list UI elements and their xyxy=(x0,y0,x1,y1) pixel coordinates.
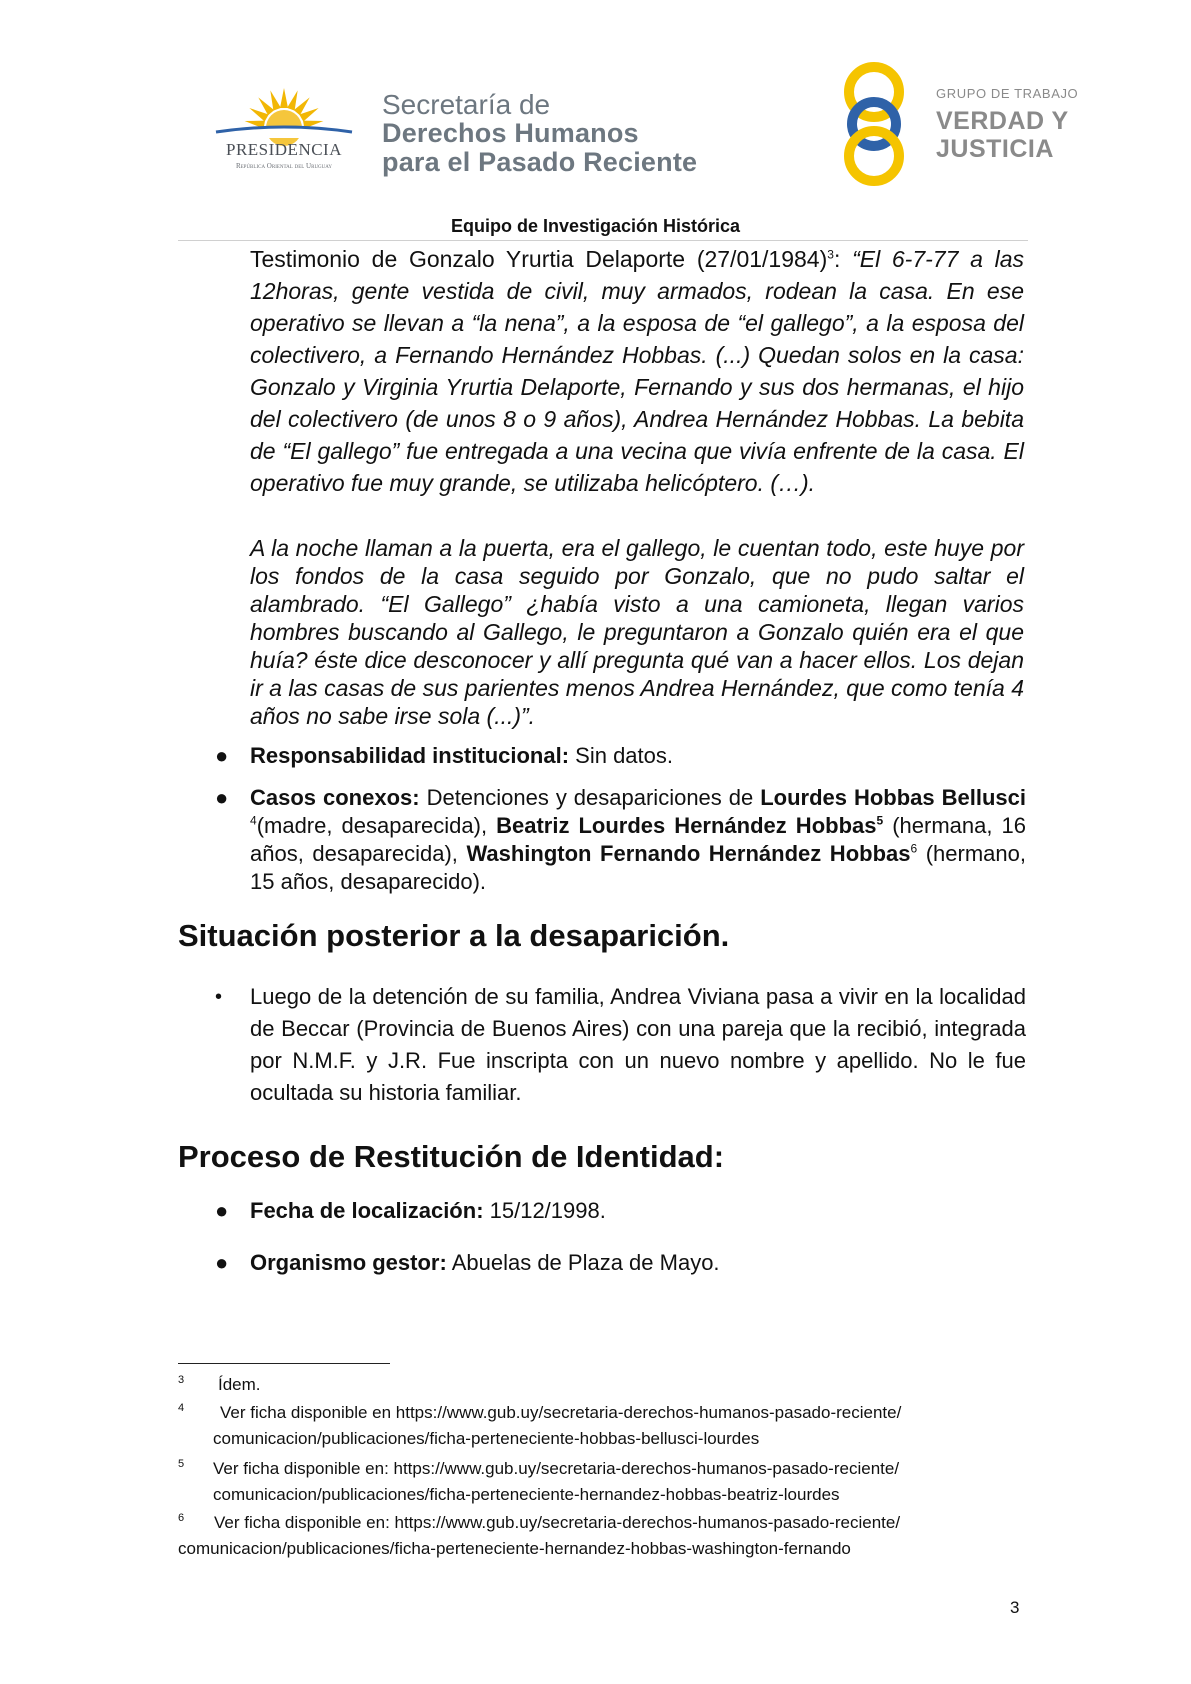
casos-label: Casos conexos: xyxy=(250,785,420,810)
footnote-number: 3 xyxy=(178,1374,185,1386)
header-divider xyxy=(178,240,1028,241)
testimony-colon: : xyxy=(833,246,853,272)
bullet-dot-icon: ● xyxy=(215,1198,229,1223)
footnote-3 xyxy=(178,1372,1058,1398)
casos-name-beatriz: Beatriz Lourdes Hernández Hobbas xyxy=(496,813,877,838)
testimony-paragraph-1 xyxy=(250,243,1024,499)
footnote-ref-5[interactable]: 5 xyxy=(876,813,884,828)
footnote-text-cont[interactable]: comunicacion/publicaciones/ficha-perteneciente-hobbas-bellusci-lourdes xyxy=(213,1429,760,1448)
gt-line-1: VERDAD Y xyxy=(936,107,1069,135)
footnote-ref-4[interactable]: 4 xyxy=(250,813,257,828)
verdad-justicia-logo xyxy=(826,60,922,188)
list-item-situacion xyxy=(215,981,1026,1109)
verdad-justicia-text xyxy=(936,86,1078,163)
bullet-dot-icon: ● xyxy=(215,785,229,810)
organismo-value: Abuelas de Plaza de Mayo. xyxy=(446,1250,720,1275)
team-heading: Equipo de Investigación Histórica xyxy=(450,216,741,236)
bullet-dot-icon: ● xyxy=(215,1250,229,1275)
sdh-line-2: Derechos Humanos xyxy=(382,118,639,148)
testimony-quote-1: “El 6-7-77 a las 12horas, gente vestida de civil, muy armados, rodean la casa. En ese operativo se llevan a “la nena”, a la esposa de “el gallego”, a la esposa del colectivero, a Fernando Hernández Hobbas. (...) Quedan solos en la casa: Gonzalo y Virginia Yrurtia Delaporte, Fernando y sus dos hermanas, el hijo del colectivero (de unos 8 o 9 años), Andrea Hernández Hobbas. La bebita de “El gallego” fue entregada a una vecina que vivía enfrente de la casa. El operativo fue muy grande, se utilizaba helicóptero. (…). xyxy=(250,246,1024,496)
responsabilidad-value: Sin datos. xyxy=(569,743,673,768)
footnote-number: 5 xyxy=(178,1458,185,1470)
casos-name-washington: Washington Fernando Hernández Hobbas xyxy=(466,841,911,866)
gt-line-2: JUSTICIA xyxy=(936,135,1054,163)
gt-small-label: GRUPO DE TRABAJO xyxy=(936,86,1079,101)
testimony-intro: Testimonio de Gonzalo Yrurtia Delaporte (27/01/1984) xyxy=(250,246,828,272)
footnote-text[interactable]: Ver ficha disponible en: https://www.gub.uy/secretaria-derechos-humanos-pasado-reciente/ xyxy=(214,1513,901,1532)
footnote-divider xyxy=(178,1363,390,1364)
footnote-ref-3[interactable]: 3 xyxy=(827,247,834,262)
presidencia-subtitle: República Oriental del Uruguay xyxy=(235,162,333,170)
casos-text-3: (hermana, 16 años, desaparecida), xyxy=(250,813,1026,866)
footnote-number: 4 xyxy=(178,1402,185,1414)
casos-text-2: (madre, desaparecida), xyxy=(256,813,497,838)
casos-text-1: Detenciones y desapariciones de xyxy=(419,785,761,810)
casos-name-lourdes: Lourdes Hobbas Bellusci xyxy=(760,785,1026,810)
testimony-paragraph-2: A la noche llaman a la puerta, era el gallego, le cuentan todo, este huye por los fondos de la casa seguido por Gonzalo, que no pudo saltar el alambrado. “El Gallego” ¿había visto a una camioneta, llegan varios hombres buscando al Gallego, le preguntaron a Gonzalo quién era el que huía? éste dice desconocer y allí pregunta qué van a hacer ellos. Los dejan ir a las casas de sus parientes menos Andrea Hernández, que como tenía 4 años no sabe irse sola (...)”. xyxy=(250,535,1024,729)
footnote-text: Ídem. xyxy=(218,1375,261,1394)
organismo-label: Organismo gestor: xyxy=(250,1250,447,1275)
list-item-responsabilidad xyxy=(215,742,1026,770)
situacion-text: Luego de la detención de su familia, Andrea Viviana pasa a vivir en la localidad de Beccar (Provincia de Buenos Aires) con una pareja que la recibió, integrada por N.M.F. y J.R. Fue inscripta con un nuevo nombre y apellido. No le fue ocultada su historia familiar. xyxy=(250,984,1026,1105)
bullet-dot-icon: ● xyxy=(215,743,229,768)
footnote-number: 6 xyxy=(178,1512,185,1524)
fecha-label: Fecha de localización: xyxy=(250,1198,484,1223)
presidencia-name: PRESIDENCIA xyxy=(225,140,342,159)
casos-text-4: (hermano, 15 años, desaparecido). xyxy=(250,841,1026,894)
footnote-6 xyxy=(178,1510,1058,1562)
sdh-line-3: para el Pasado Reciente xyxy=(382,147,698,177)
sdh-line-1: Secretaría de xyxy=(382,89,551,120)
list-item-organismo-gestor xyxy=(215,1249,1026,1277)
footnote-text-cont[interactable]: comunicacion/publicaciones/ficha-perteneciente-hernandez-hobbas-washington-fernando xyxy=(178,1539,851,1558)
footnote-text[interactable]: Ver ficha disponible en: https://www.gub.uy/secretaria-derechos-humanos-pasado-reciente/ xyxy=(213,1459,900,1478)
footnote-4 xyxy=(178,1400,1058,1452)
linked-rings-icon xyxy=(826,60,922,188)
secretaria-logo-text xyxy=(382,90,697,177)
list-item-casos-conexos xyxy=(215,784,1026,896)
footnote-5 xyxy=(178,1456,1058,1508)
section-heading-situacion: Situación posterior a la desaparición. xyxy=(178,918,730,953)
presidencia-logo xyxy=(205,80,363,180)
section-heading-restitucion: Proceso de Restitución de Identidad: xyxy=(178,1139,725,1174)
fecha-value: 15/12/1998. xyxy=(483,1198,606,1223)
list-item-fecha-localizacion xyxy=(215,1197,1026,1225)
footnote-text[interactable]: Ver ficha disponible en https://www.gub.uy/secretaria-derechos-humanos-pasado-reciente/ xyxy=(220,1403,902,1422)
footnote-text-cont[interactable]: comunicacion/publicaciones/ficha-perteneciente-hernandez-hobbas-beatriz-lourdes xyxy=(213,1485,840,1504)
responsabilidad-label: Responsabilidad institucional: xyxy=(250,743,570,768)
bullet-dot-icon: • xyxy=(215,986,223,1008)
page-number: 3 xyxy=(1010,1598,1020,1617)
footnote-ref-6[interactable]: 6 xyxy=(910,841,918,856)
